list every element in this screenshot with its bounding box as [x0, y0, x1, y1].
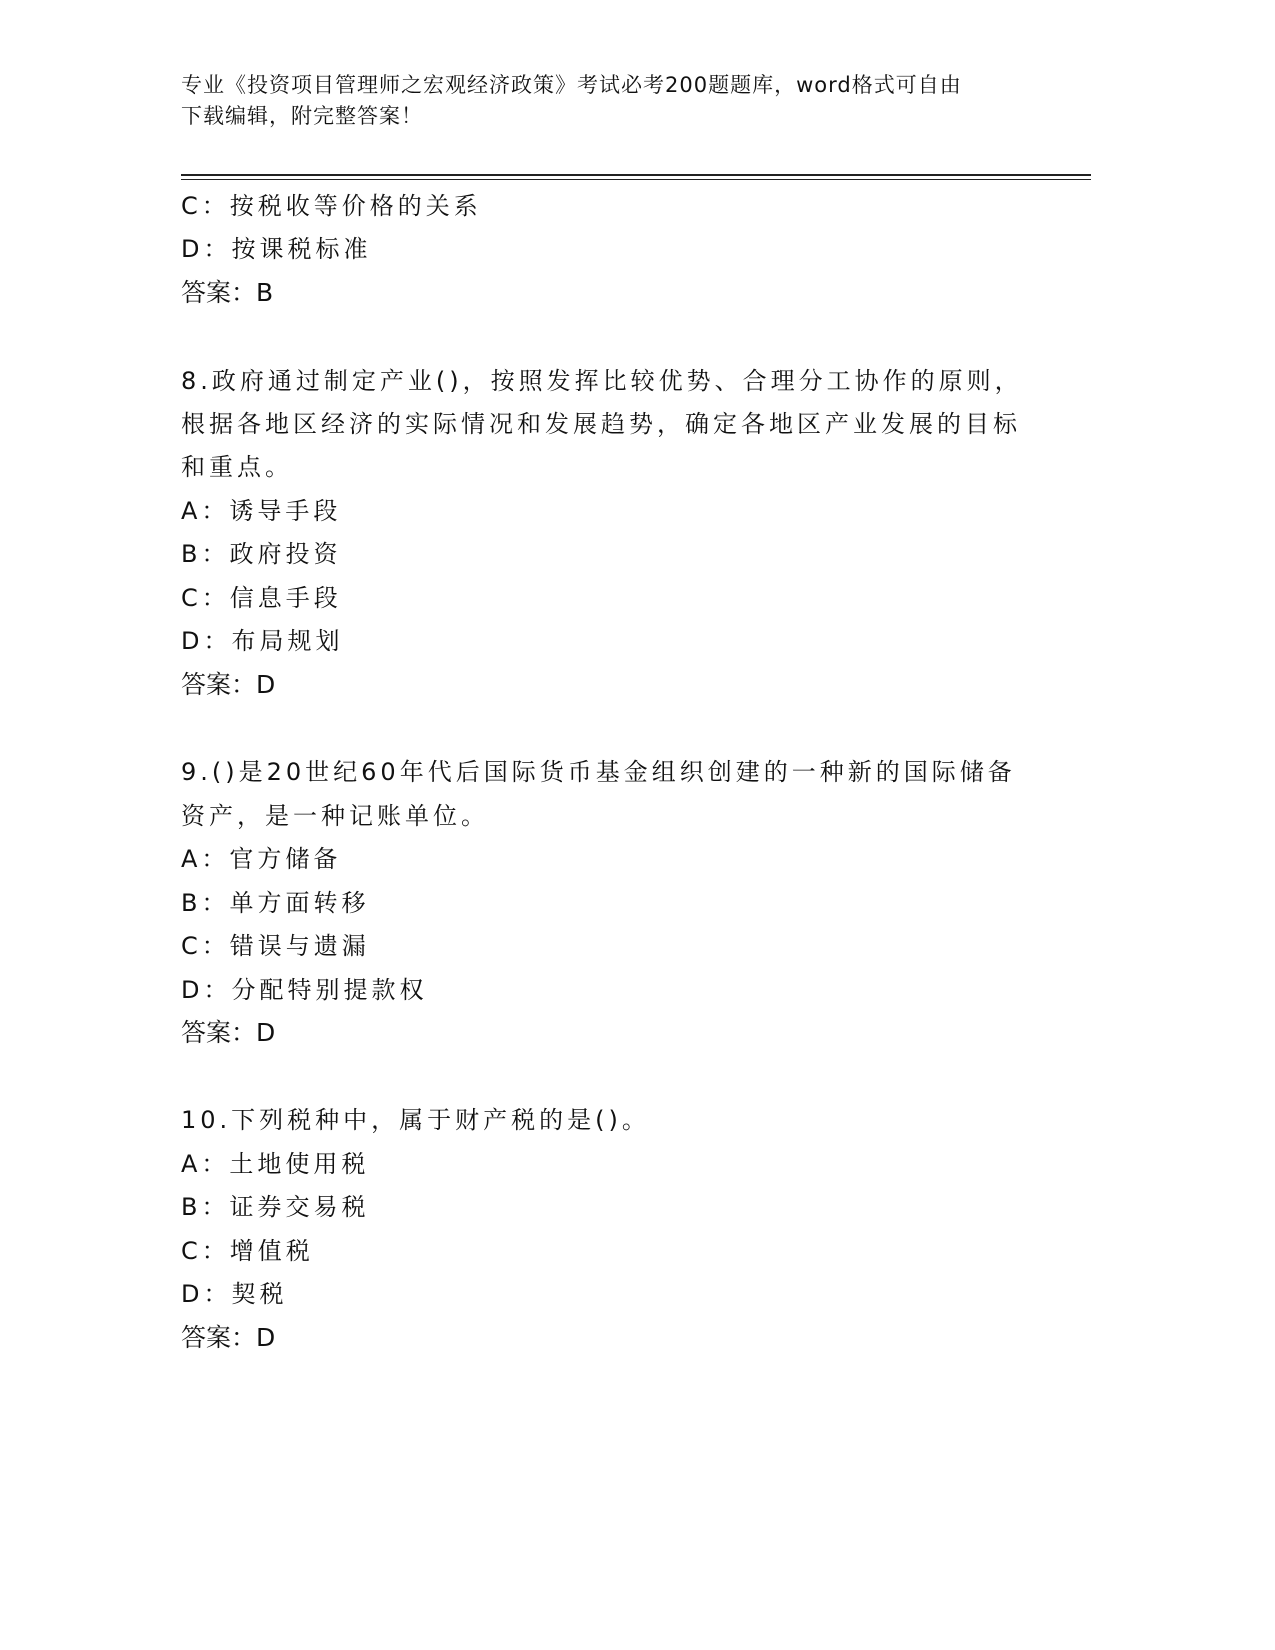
header-line-1: 专业《投资项目管理师之宏观经济政策》考试必考200题题库，word格式可自由 — [181, 73, 962, 97]
q9-stem-line-1: 9.()是20世纪60年代后国际货币基金组织创建的一种新的国际储备 — [181, 758, 1016, 786]
q7-answer: 答案：B — [181, 278, 274, 307]
q10-stem-line-1: 10.下列税种中，属于财产税的是()。 — [181, 1106, 650, 1134]
q8-stem-line-2: 根据各地区经济的实际情况和发展趋势，确定各地区产业发展的目标 — [181, 410, 1021, 438]
q9-answer: 答案：D — [181, 1018, 276, 1047]
q8-option-a: A：诱导手段 — [181, 497, 342, 525]
q8-option-d: D：布局规划 — [181, 627, 344, 655]
q8-stem-line-3: 和重点。 — [181, 453, 293, 481]
q10-option-a: A：土地使用税 — [181, 1150, 370, 1178]
q8-option-c: C：信息手段 — [181, 584, 342, 612]
q7-option-d: D：按课税标准 — [181, 235, 372, 263]
header-line-2: 下载编辑，附完整答案！ — [181, 104, 423, 128]
q9-option-c: C：错误与遗漏 — [181, 932, 370, 960]
q8-stem-line-1: 8.政府通过制定产业()，按照发挥比较优势、合理分工协作的原则， — [181, 367, 1023, 395]
q9-option-a: A：官方储备 — [181, 845, 342, 873]
q8-answer: 答案：D — [181, 670, 276, 699]
header-divider-thick — [181, 174, 1091, 176]
q8-option-b: B：政府投资 — [181, 540, 342, 568]
q10-option-c: C：增值税 — [181, 1237, 314, 1265]
q10-answer: 答案：D — [181, 1323, 276, 1352]
q10-option-d: D：契税 — [181, 1280, 288, 1308]
header-divider-thin — [181, 179, 1091, 180]
q9-stem-line-2: 资产，是一种记账单位。 — [181, 802, 489, 830]
document-header — [181, 70, 1061, 132]
q7-option-c: C：按税收等价格的关系 — [181, 192, 482, 220]
q10-option-b: B：证券交易税 — [181, 1193, 370, 1221]
q9-option-b: B：单方面转移 — [181, 889, 370, 917]
q9-option-d: D：分配特别提款权 — [181, 976, 428, 1004]
